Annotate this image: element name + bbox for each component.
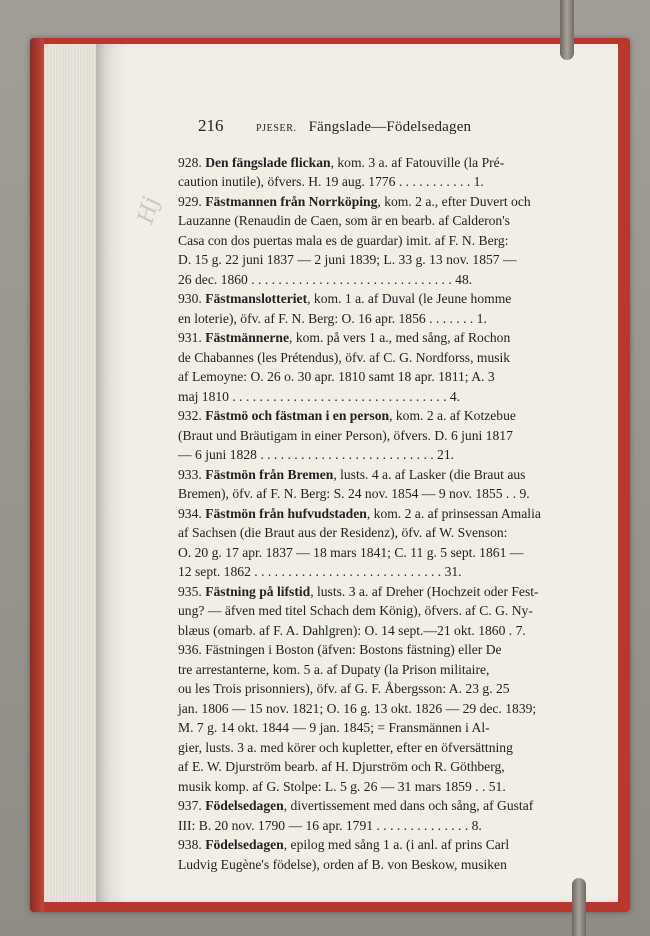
entry-line: maj 1810 . . . . . . . . . . . . . . . . . . . . . . . . . . . . . . . . 4. (178, 388, 461, 404)
entry-line: 933. Fästmön från Bremen, lusts. 4 a. af Lasker (die Braut aus (178, 466, 526, 482)
entry-932 (178, 406, 582, 465)
entry-931 (178, 328, 582, 406)
bookmark-ribbon-bottom (572, 878, 586, 936)
entry-line: 937. Födelsedagen, divertissement med dans och sång, af Gustaf (178, 798, 534, 813)
gutter-shadow (96, 44, 126, 902)
entry-line: Ludvig Eugène's födelse), orden af B. von Beskow, musiken (178, 856, 507, 872)
running-header (178, 116, 582, 139)
entry-line: III: B. 20 nov. 1790 — 16 apr. 1791 . . . . . . . . . . . . . . 8. (178, 817, 482, 833)
entry-line: af E. W. Djurström bearb. af H. Djurström och R. Göthberg, (178, 759, 505, 774)
entry-935 (178, 582, 582, 641)
running-head (256, 118, 471, 139)
entry-line: — 6 juni 1828 . . . . . . . . . . . . . . . . . . . . . . . . . . 21. (178, 447, 455, 462)
entry-line: 938. Födelsedagen, epilog med sång 1 a. (i anl. af prins Carl (178, 837, 510, 852)
entry-line: O. 20 g. 17 apr. 1837 — 18 mars 1841; C. 11 g. 5 sept. 1861 — (178, 544, 524, 560)
entry-934 (178, 504, 582, 582)
entry-line: af Lemoyne: O. 26 o. 30 apr. 1810 samt 18 apr. 1811; A. 3 (178, 369, 495, 384)
entry-line: D. 15 g. 22 juni 1837 — 2 juni 1839; L. 33 g. 13 nov. 1857 — (178, 252, 517, 267)
entry-line: caution inutile), öfvers. H. 19 aug. 1776 . . . . . . . . . . . 1. (178, 174, 484, 189)
entry-937 (178, 796, 582, 835)
entry-line: tre arrestanterne, kom. 5 a. af Dupaty (la Prison militaire, (178, 661, 490, 677)
entry-line: 12 sept. 1862 . . . . . . . . . . . . . . . . . . . . . . . . . . . . 31. (178, 564, 462, 579)
entry-line: gier, lusts. 3 a. med körer och kupletter, efter en öfversättning (178, 739, 513, 755)
entry-line: Lauzanne (Renaudin de Caen, som är en bearb. af Calderon's (178, 213, 510, 228)
entry-line: 929. Fästmannen från Norrköping, kom. 2 a., efter Duvert och (178, 193, 531, 209)
entry-933 (178, 465, 582, 504)
entry-line: Bremen), öfv. af F. N. Berg: S. 24 nov. 1854 — 9 nov. 1855 . . 9. (178, 486, 530, 501)
entry-line: blæus (omarb. af F. A. Dahlgren): O. 14 sept.—21 okt. 1860 . 7. (178, 622, 526, 638)
margin-annotation: Hj (133, 194, 165, 227)
entry-line: 26 dec. 1860 . . . . . . . . . . . . . . . . . . . . . . . . . . . . . . 48. (178, 271, 473, 287)
entry-line: M. 7 g. 14 okt. 1844 — 9 jan. 1845; = Fransmännen i Al- (178, 720, 490, 735)
running-head-abbr: PJESER. (256, 123, 297, 134)
entry-938 (178, 835, 582, 874)
entry-line: Casa con dos puertas mala es de guardar) imit. af F. N. Berg: (178, 232, 509, 248)
entry-936 (178, 640, 582, 796)
entry-line: 936. Fästningen i Boston (äfven: Bostons fästning) eller De (178, 642, 502, 657)
page-number: 216 (198, 116, 224, 135)
entry-line: 928. Den fängslade flickan, kom. 3 a. af Fatouville (la Pré- (178, 154, 505, 170)
entry-line: en loterie), öfv. af F. N. Berg: O. 16 apr. 1856 . . . . . . . 1. (178, 310, 487, 326)
entry-line: 934. Fästmön från hufvudstaden, kom. 2 a. af prinsessan Amalia (178, 505, 541, 521)
entry-line: (Braut und Bräutigam in einer Person), öfvers. D. 6 juni 1817 (178, 427, 513, 443)
entry-line: af Sachsen (die Braut aus der Residenz), öfv. af W. Svenson: (178, 525, 508, 540)
entry-line: musik komp. af G. Stolpe: L. 5 g. 26 — 31 mars 1859 . . 51. (178, 778, 506, 794)
page-edges (44, 44, 100, 902)
entry-line: jan. 1806 — 15 nov. 1821; O. 16 g. 13 okt. 1826 — 29 dec. 1839; (178, 700, 537, 716)
entry-line: ou les Trois prisonniers), öfv. af G. F. Åbergsson: A. 23 g. 25 (178, 681, 510, 696)
entry-928 (178, 153, 582, 192)
entry-line: de Chabannes (les Prétendus), öfv. af C. G. Nordforss, musik (178, 349, 511, 365)
entry-line: 931. Fästmännerne, kom. på vers 1 a., med sång, af Rochon (178, 330, 511, 345)
entry-930 (178, 289, 582, 328)
page-content (178, 116, 582, 874)
running-head-title: Fängslade—Födelsedagen (308, 119, 472, 135)
book-spine-edge (30, 38, 44, 912)
entry-line: 935. Fästning på lifstid, lusts. 3 a. af Dreher (Hochzeit oder Fest- (178, 583, 539, 599)
entry-line: 932. Fästmö och fästman i en person, kom. 2 a. af Kotzebue (178, 408, 516, 423)
entry-929 (178, 192, 582, 290)
entry-line: ung? — äfven med titel Schach dem König), öfvers. af C. G. Ny- (178, 603, 533, 618)
bookmark-ribbon-top (560, 0, 574, 60)
entry-line: 930. Fästmanslotteriet, kom. 1 a. af Duval (le Jeune homme (178, 291, 512, 306)
